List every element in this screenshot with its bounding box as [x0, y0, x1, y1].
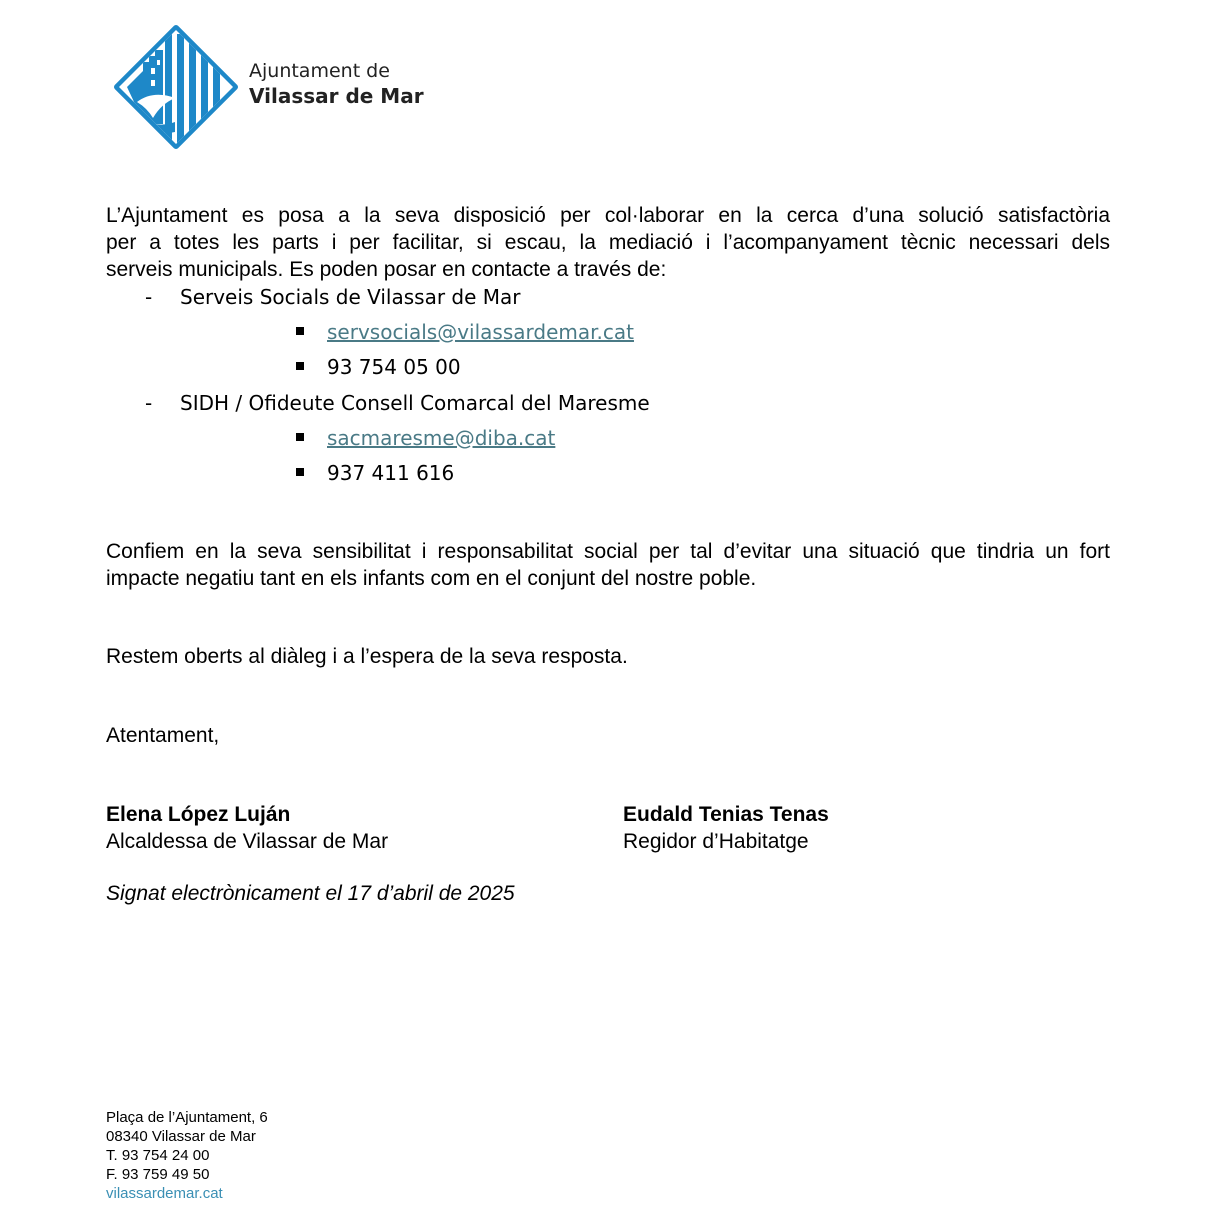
email-link[interactable]: sacmaresme@diba.cat	[327, 426, 556, 450]
municipal-logo	[113, 24, 424, 150]
list-dash: -	[145, 285, 153, 309]
signatory-2-name: Eudald Tenias Tenas	[623, 803, 829, 826]
list-dash: -	[145, 391, 153, 415]
electronic-signature-note: Signat electrònicament el 17 d’abril de 2025	[106, 882, 515, 905]
email-link[interactable]: servsocials@vilassardemar.cat	[327, 320, 634, 344]
intro-line-1: L’Ajuntament es posa a la seva disposició per col·laborar en la cerca d’una solució satisfactòria	[106, 204, 1110, 227]
contact-item-sidh	[145, 391, 650, 415]
intro-paragraph	[106, 202, 1110, 283]
confidence-line-2: impacte negatiu tant en els infants com en el conjunt del nostre poble.	[106, 567, 757, 590]
contact-email-row	[296, 320, 634, 344]
intro-line-2: per a totes les parts i per facilitar, si escau, la mediació i l’acompanyament tècnic necessari dels	[106, 231, 1110, 254]
contact-name: Serveis Socials de Vilassar de Mar	[180, 285, 521, 309]
contact-email-row	[296, 426, 555, 450]
footer-address: Plaça de l’Ajuntament, 6	[106, 1109, 268, 1126]
intro-line-3: serveis municipals. Es poden posar en contacte a través de:	[106, 258, 667, 281]
square-bullet-icon	[296, 433, 304, 441]
signatory-1-role: Alcaldessa de Vilassar de Mar	[106, 830, 389, 853]
footer-website-link[interactable]: vilassardemar.cat	[106, 1185, 223, 1202]
square-bullet-icon	[296, 327, 304, 335]
phone-number: 937 411 616	[327, 461, 455, 485]
phone-number: 93 754 05 00	[327, 355, 461, 379]
contact-item-serveis-socials	[145, 285, 521, 309]
dialogue-paragraph: Restem oberts al diàleg i a l’espera de la seva resposta.	[106, 645, 628, 668]
square-bullet-icon	[296, 362, 304, 370]
closing-text: Atentament,	[106, 724, 220, 747]
contact-phone-row	[296, 355, 461, 379]
confidence-paragraph	[106, 538, 1110, 592]
contact-name: SIDH / Ofideute Consell Comarcal del Maresme	[180, 391, 650, 415]
logo-line-2: Vilassar de Mar	[249, 84, 424, 108]
footer-city: 08340 Vilassar de Mar	[106, 1128, 256, 1145]
signatory-2-role: Regidor d’Habitatge	[623, 830, 809, 853]
confidence-line-1: Confiem en la seva sensibilitat i responsabilitat social per tal d’evitar una situació que tindria un fort	[106, 540, 1110, 563]
contact-phone-row	[296, 461, 454, 485]
square-bullet-icon	[296, 468, 304, 476]
footer-contact-block	[106, 1108, 268, 1203]
footer-phone: T. 93 754 24 00	[106, 1147, 210, 1164]
coat-of-arms-icon	[113, 24, 239, 150]
footer-fax: F. 93 759 49 50	[106, 1166, 210, 1183]
logo-line-1: Ajuntament de	[249, 60, 390, 82]
signatory-1-name: Elena López Luján	[106, 803, 291, 826]
